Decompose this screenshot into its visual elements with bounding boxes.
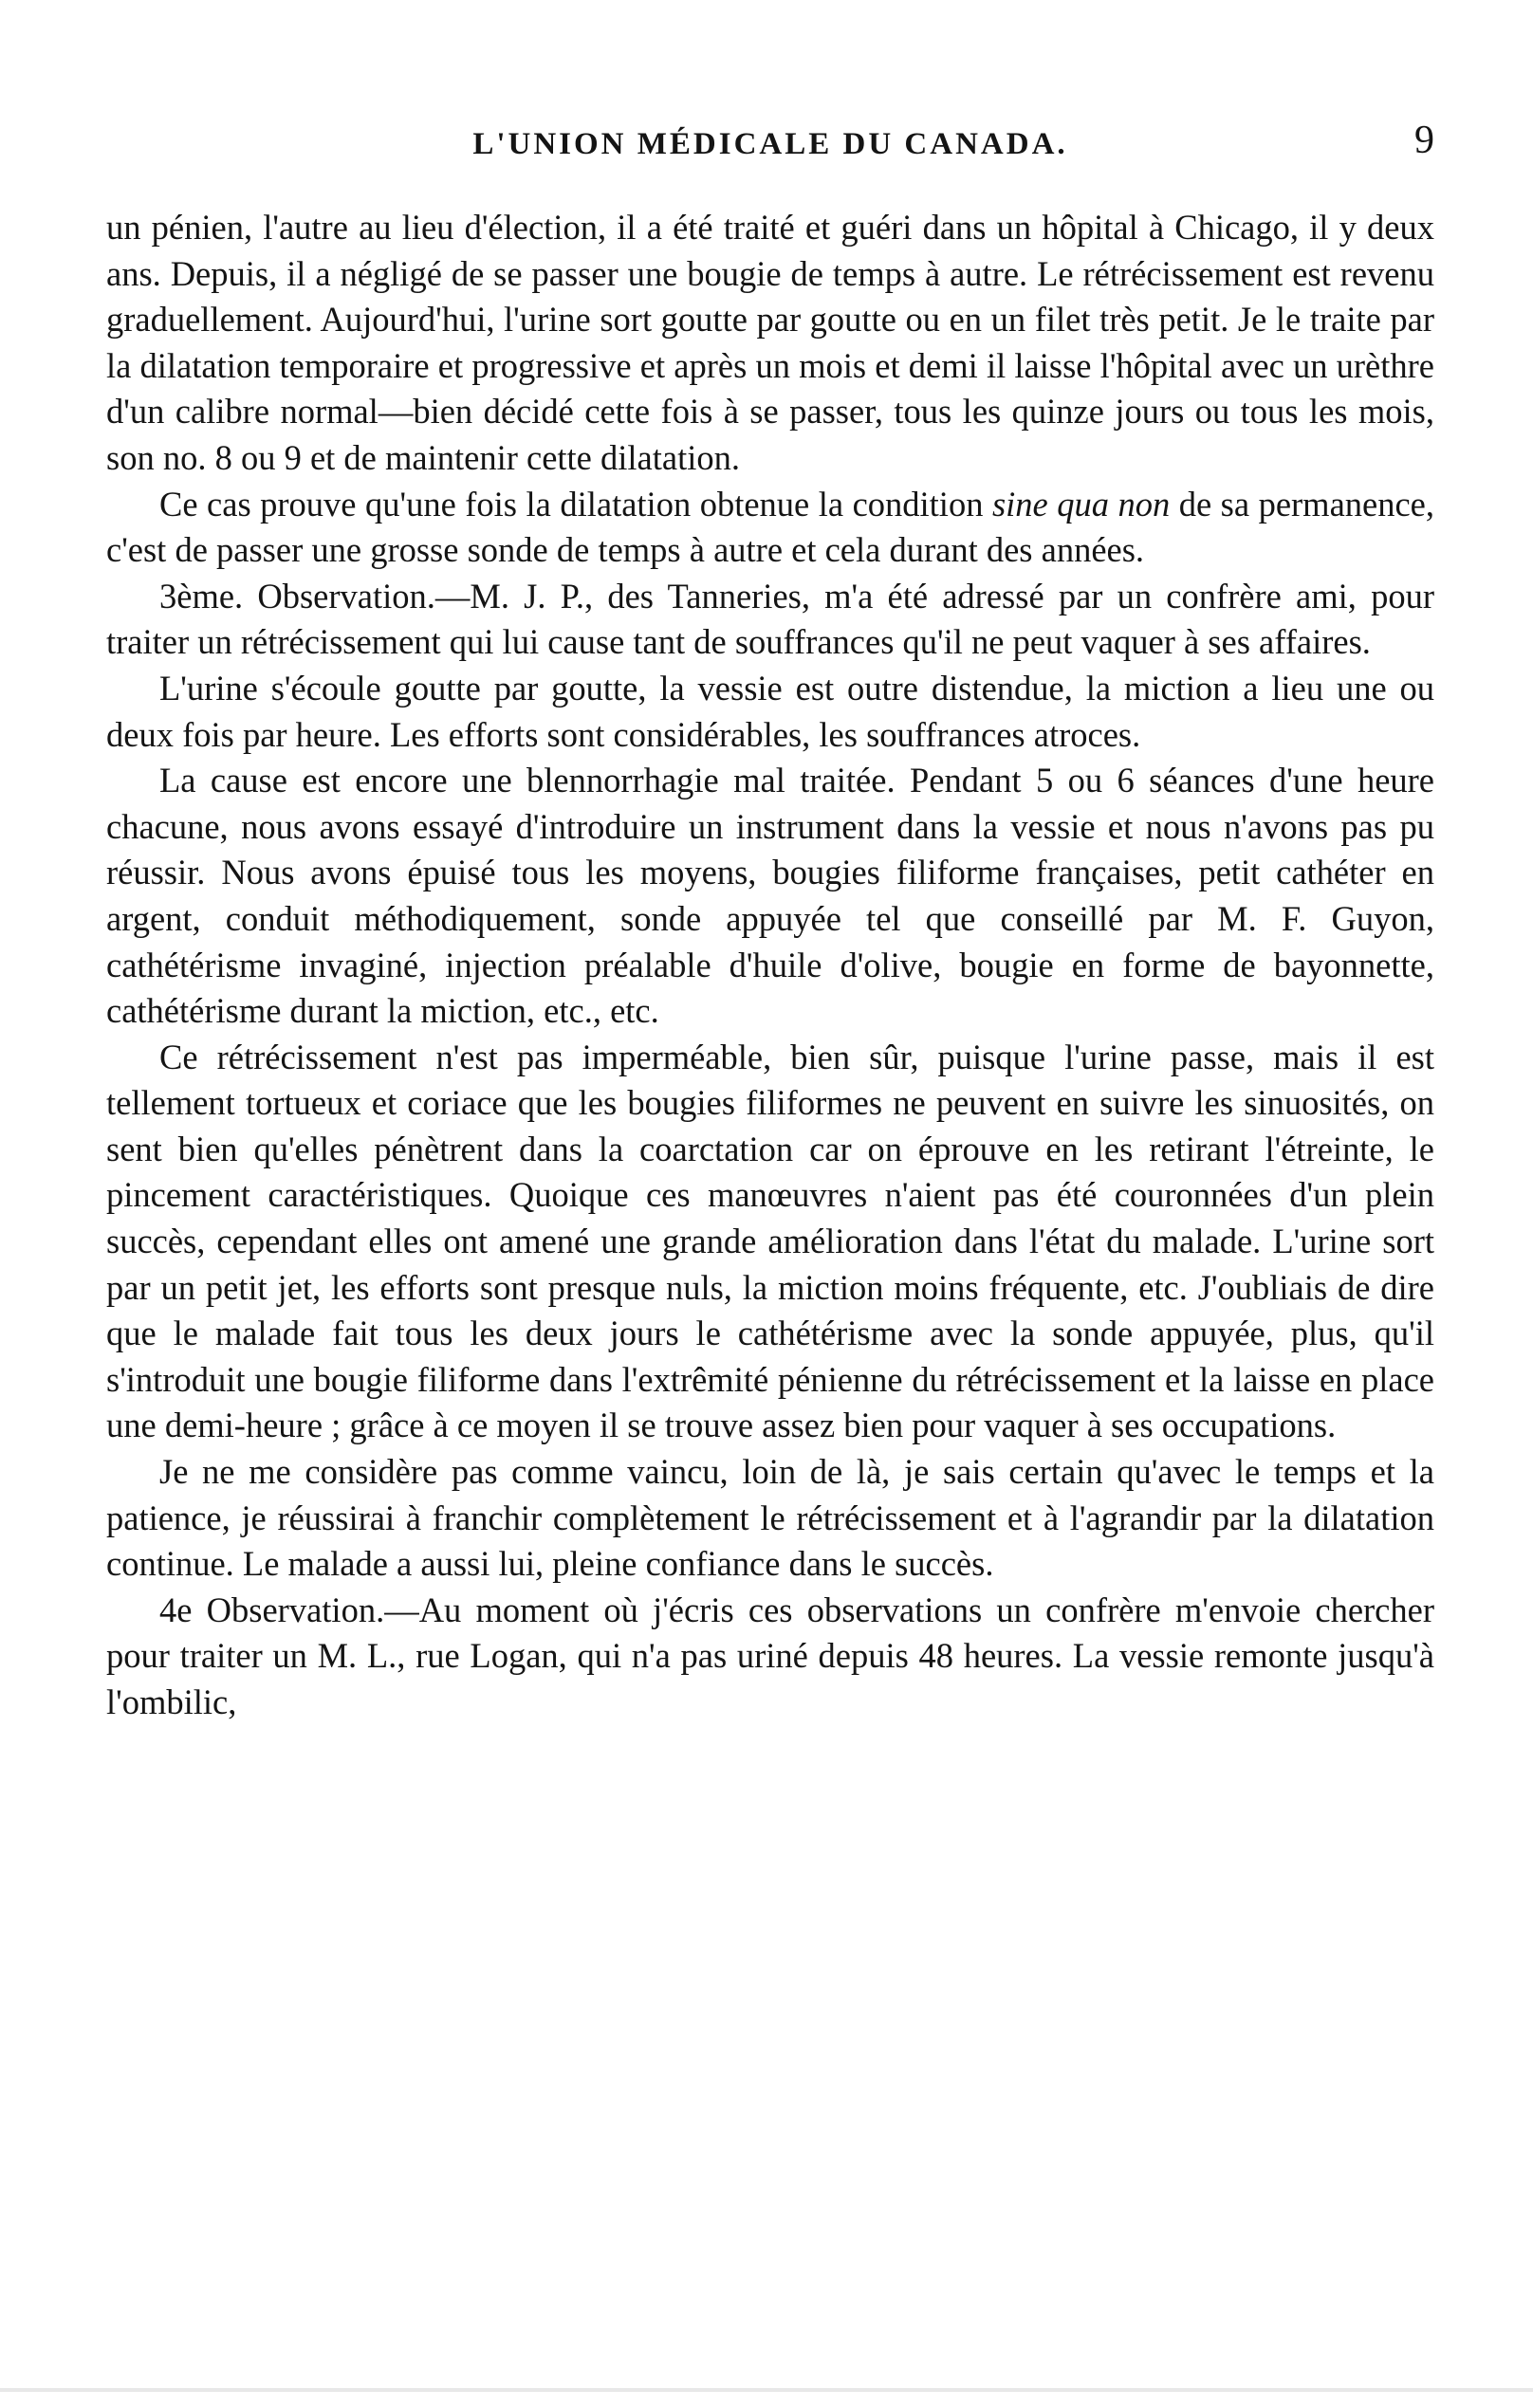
paragraph-3: 3ème. Observation.—M. J. P., des Tanneries, m'a été adressé par un confrère ami, pour traiter un rétrécissement qui lui cause tant de souffrances qu'il ne peut vaquer à ses affaires. bbox=[106, 576, 1434, 662]
paragraph-4: L'urine s'écoule goutte par goutte, la vessie est outre distendue, la miction a lieu une ou deux fois par heure. Les efforts sont considérables, les souffrances atroces. bbox=[106, 668, 1434, 754]
book-page bbox=[106, 114, 1434, 1726]
page-header bbox=[106, 114, 1434, 171]
paragraph-2-text-before: Ce cas prouve qu'une fois la dilatation obtenue la condition bbox=[159, 484, 992, 524]
paragraph-6: Ce rétrécissement n'est pas imperméable, bien sûr, puisque l'urine passe, mais il est tellement tortueux et coriace que les bougies filiformes ne peuvent en suivre les sinuosités, on sent bien qu'elles pénètrent dans la coarctation car on éprouve en les retirant l'étreinte, le pincement caractéristiques. Quoique ces manœuvres n'aient pas été couronnées d'un plein succès, cependant elles ont amené une grande amélioration dans l'état du malade. L'urine sort par un petit jet, les efforts sont presque nuls, la miction moins fréquente, etc. J'oubliais de dire que le malade fait tous les deux jours le cathétérisme avec la sonde appuyée, plus, qu'il s'introduit une bougie filiforme dans l'extrêmité pénienne du rétrécissement et la laisse en place une demi-heure ; grâce à ce moyen il se trouve assez bien pour vaquer à ses occupations. bbox=[106, 1037, 1434, 1445]
paragraph-8: 4e Observation.—Au moment où j'écris ces observations un confrère m'envoie chercher pour traiter un M. L., rue Logan, qui n'a pas uriné depuis 48 heures. La vessie remonte jusqu'à l'ombilic, bbox=[106, 1590, 1434, 1721]
paragraph-5: La cause est encore une blennorrhagie mal traitée. Pendant 5 ou 6 séances d'une heure chacune, nous avons essayé d'introduire un instrument dans la vessie et nous n'avons pas pu réussir. Nous avons épuisé tous les moyens, bougies filiforme françaises, petit cathéter en argent, conduit méthodiquement, sonde appuyée tel que conseillé par M. F. Guyon, cathétérisme invaginé, injection préalable d'huile d'olive, bougie en forme de bayonnette, cathétérisme durant la miction, etc., etc. bbox=[106, 761, 1434, 1031]
page-number: 9 bbox=[1414, 119, 1434, 162]
paragraph-2 bbox=[106, 482, 1434, 574]
paragraph-2-latin-phrase: sine qua non bbox=[991, 484, 1171, 524]
paragraph-7: Je ne me considère pas comme vaincu, loin de là, je sais certain qu'avec le temps et la patience, je réussirai à franchir complètement le rétrécissement et à l'agrandir par la dilatation continue. Le malade a aussi lui, pleine confiance dans le succès. bbox=[106, 1452, 1434, 1584]
paragraph-1: un pénien, l'autre au lieu d'élection, il a été traité et guéri dans un hôpital à Chicago, il y deux ans. Depuis, il a négligé de se passer une bougie de temps à autre. Le rétrécissement est revenu graduellement. Aujourd'hui, l'urine sort goutte par goutte ou en un filet très petit. Je le traite par la dilatation temporaire et progressive et après un mois et demi il laisse l'hôpital avec un urèthre d'un calibre normal—bien décidé cette fois à se passer, tous les quinze jours ou tous les mois, son no. 8 ou 9 et de maintenir cette dilatation. bbox=[106, 208, 1434, 477]
paragraph-2-text-after: de sa permanence, c'est de passer une grosse sonde de temps à autre et cela durant des années. bbox=[106, 484, 1434, 570]
page-bottom-edge bbox=[0, 2388, 1533, 2392]
running-title: L'UNION MÉDICALE DU CANADA. bbox=[472, 127, 1068, 161]
